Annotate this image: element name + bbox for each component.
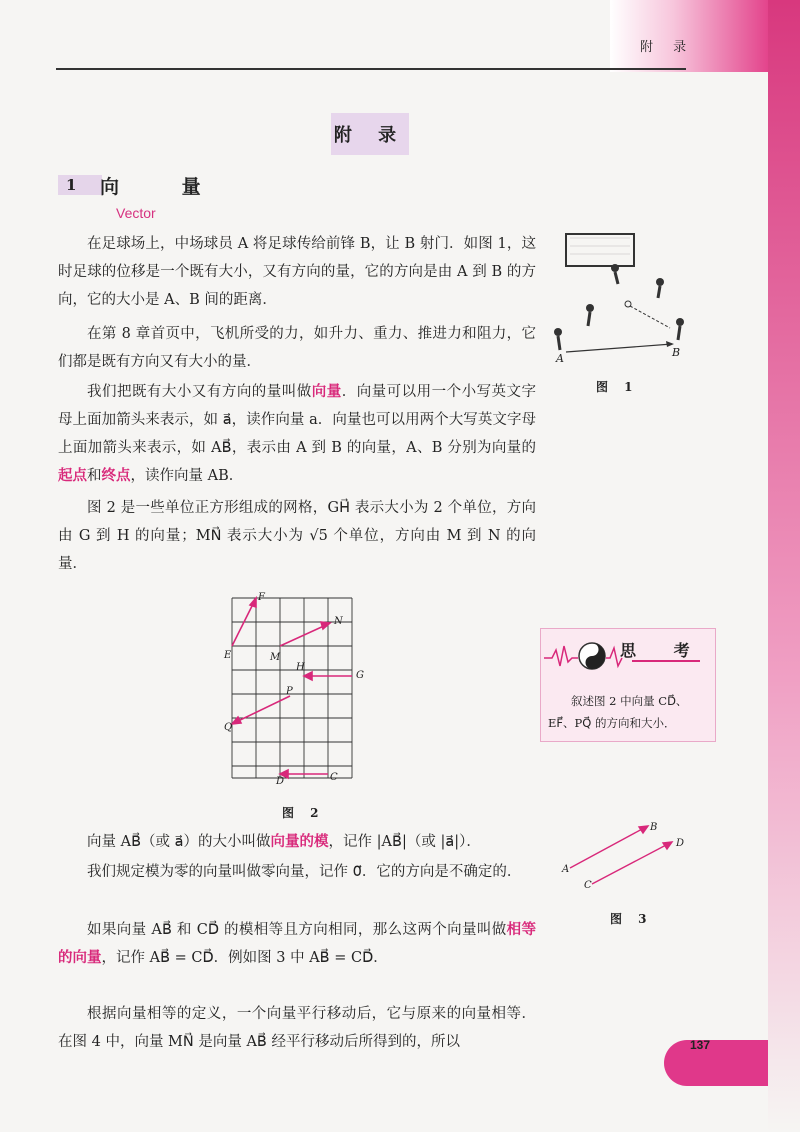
header-label: 附 录 xyxy=(640,40,695,55)
fig1-label-b: B xyxy=(672,346,681,359)
fig2-label-g: G xyxy=(356,670,364,681)
fig2-label-p: P xyxy=(286,686,293,697)
think-text: 叙述图 2 中向量 CD⃗、EF⃗、PQ⃗ 的方向和大小． xyxy=(548,694,688,730)
fig2-label-e: E xyxy=(224,650,232,661)
figure-2-grid xyxy=(222,588,372,788)
fig1-label-a: A xyxy=(556,352,564,365)
figure-3-vectors xyxy=(556,818,696,898)
fig2-label-c: C xyxy=(330,772,338,783)
paragraph-2: 在第 8 章首页中，飞机所受的力，如升力、重力、推进力和阻力，它们都是既有方向又有大小的量． xyxy=(58,326,536,370)
fig2-label-h: H xyxy=(296,662,305,673)
goal-icon xyxy=(566,234,634,266)
page-number-tab xyxy=(664,1040,768,1086)
paragraph-7: 如果向量 AB⃗ 和 CD⃗ 的模相等且方向相同，那么这两个向量叫做相等的向量，记作 AB⃗ = CD⃗．例如图 3 中 AB⃗ = CD⃗． xyxy=(58,921,536,966)
section-number: 1 xyxy=(58,175,102,195)
think-title-rule xyxy=(632,660,700,662)
fig3-label-a: A xyxy=(562,864,570,875)
paragraph-8: 根据向量相等的定义，一个向量平行移动后，它与原来的向量相等．在图 4 中，向量 MN⃗ 是向量 AB⃗ 经平行移动后所得到的，所以 xyxy=(58,1006,536,1050)
paragraph-4: 图 2 是一些单位正方形组成的网格，GH⃗ 表示大小为 2 个单位，方向由 G 到 H 的向量；MN⃗ 表示大小为 √5 个单位，方向由 M 到 N 的向量． xyxy=(58,500,536,572)
fig2-label-f: F xyxy=(258,592,265,603)
fig3-caption: 图 3 xyxy=(610,912,653,926)
paragraph-1: 在足球场上，中场球员 A 将足球传给前锋 B，让 B 射门．如图 1，这时足球的位移是一个既有大小，又有方向的量，它的方向是由 A 到 B 的方向，它的大小是 A、B 间的距离． xyxy=(58,236,536,308)
player-b-icon xyxy=(676,318,684,326)
section-subtitle: Vector xyxy=(116,205,156,221)
fig3-label-c: C xyxy=(584,880,592,891)
term-end: 终点 xyxy=(101,467,131,484)
section-title: 向 量 xyxy=(100,176,229,198)
fig1-caption: 图 1 xyxy=(596,380,639,394)
term-magnitude: 向量的模 xyxy=(270,833,329,850)
vector-mn xyxy=(280,625,326,646)
paragraph-5: 向量 AB⃗（或 a⃗）的大小叫做向量的模，记作 |AB⃗|（或 |a⃗|）． xyxy=(87,833,481,850)
think-icon xyxy=(544,636,624,676)
figure-1-soccer xyxy=(540,228,710,368)
paragraph-6: 我们规定模为零的向量叫做零向量，记作 0⃗．它的方向是不确定的． xyxy=(87,864,522,880)
player-a-icon xyxy=(554,328,562,336)
player-icon xyxy=(656,278,664,286)
sidebar-color-band xyxy=(768,0,800,1132)
header-rule xyxy=(56,68,686,70)
term-vector: 向量 xyxy=(311,383,342,400)
page-number: 137 xyxy=(690,1038,711,1052)
fig2-caption: 图 2 xyxy=(282,806,325,820)
fig2-label-m: M xyxy=(270,652,281,663)
paragraph-3: 我们把既有大小又有方向的量叫做向量．向量可以用一个小写英文字母上面加箭头来表示，如 a⃗，读作向量 a．向量也可以用两个大写英文字母上面加箭头来表示，如 AB⃗，表示由 A 到 B 的向量，A、B 分别为向量的起点和终点，读作向量 AB． xyxy=(58,383,537,484)
fig3-label-b: B xyxy=(650,822,658,833)
player-icon xyxy=(586,304,594,312)
think-title: 思 考 xyxy=(620,641,706,660)
fig2-label-q: Q xyxy=(224,722,233,733)
vector-ef xyxy=(232,602,254,646)
fig3-label-d: D xyxy=(676,838,685,849)
fig2-label-n: N xyxy=(334,616,343,627)
appendix-title: 附 录 xyxy=(331,113,409,155)
fig2-label-d: D xyxy=(276,776,285,787)
term-equal-vectors: 相等的向量 xyxy=(58,921,536,966)
player-icon xyxy=(611,264,619,272)
term-start: 起点 xyxy=(58,467,87,484)
